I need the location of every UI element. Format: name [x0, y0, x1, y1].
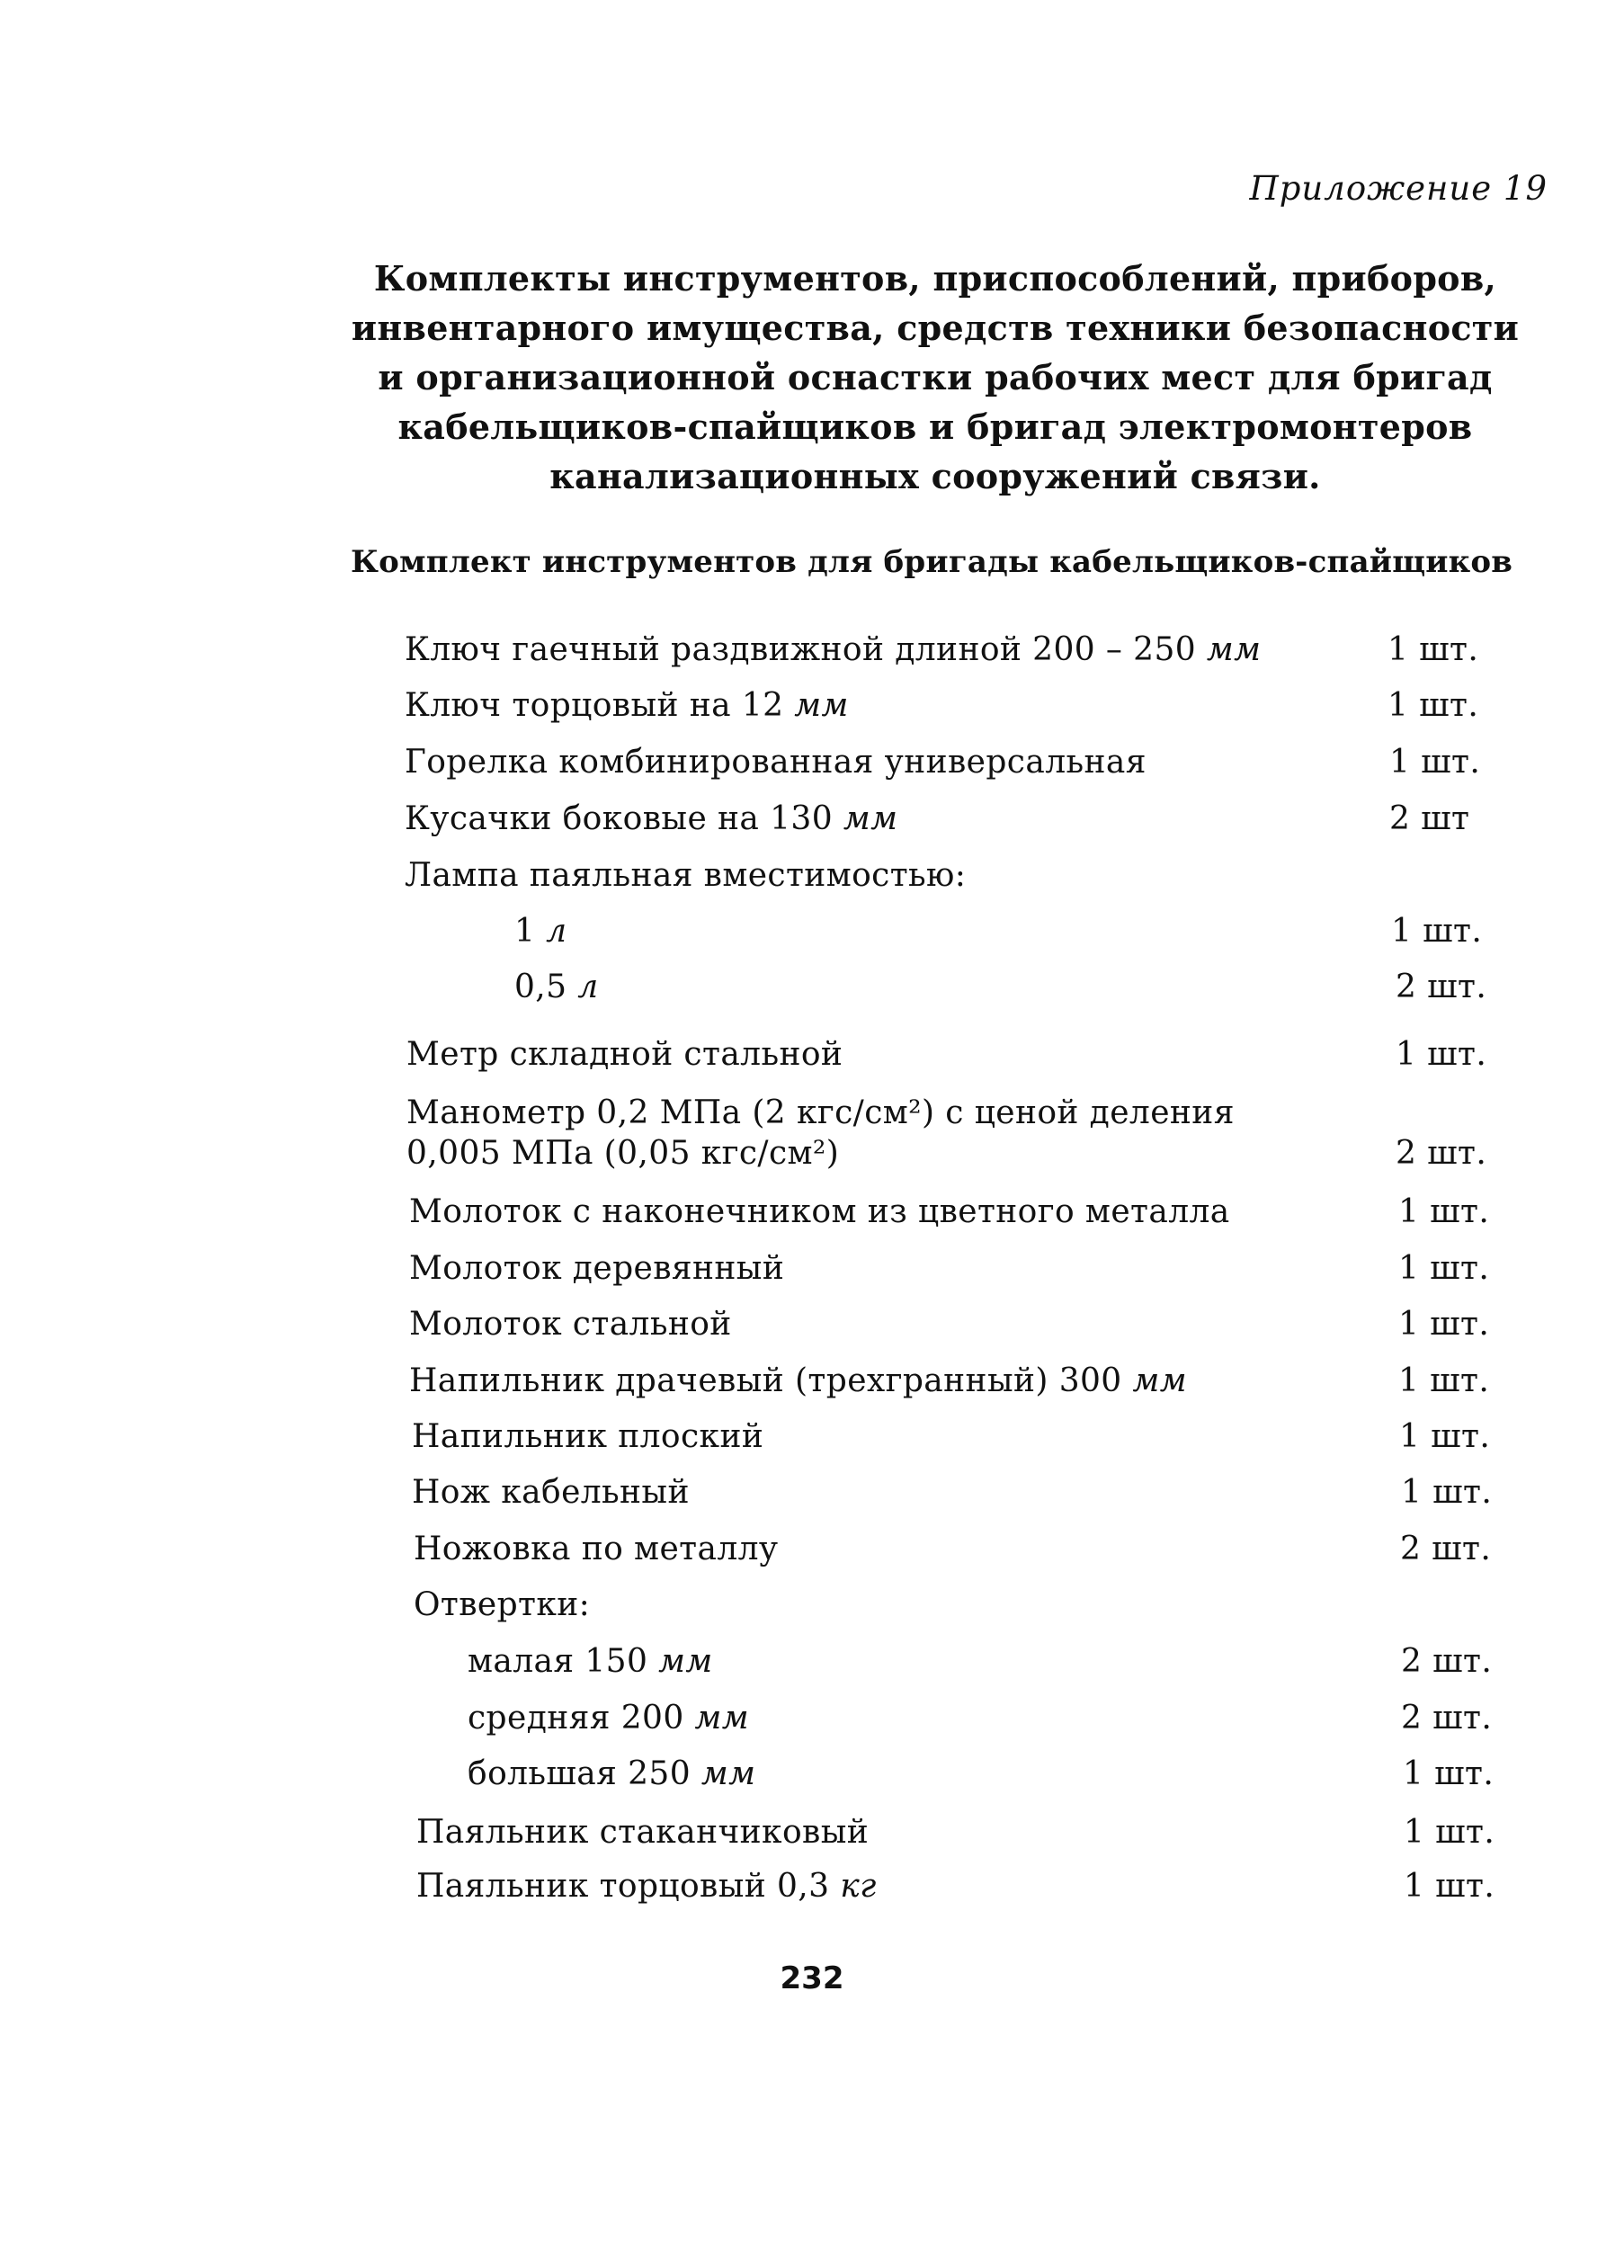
item-name: малая 150	[468, 1643, 648, 1680]
item-name: Нож кабельный	[412, 1474, 690, 1511]
item-unit: мм	[843, 800, 898, 837]
item-quantity: 1 шт.	[1391, 913, 1483, 950]
item-unit: мм	[1132, 1362, 1187, 1399]
item-name: Молоток с наконечником из цветного металла	[409, 1193, 1230, 1230]
item-name: Кусачки боковые на 130	[405, 800, 834, 837]
item-name: большая 250	[468, 1755, 692, 1792]
item-name: Лампа паяльная вместимостью:	[405, 857, 967, 894]
item-quantity: 1 шт.	[1399, 1418, 1491, 1455]
item-quantity: 1 шт.	[1388, 687, 1479, 724]
item-quantity: 1 шт.	[1398, 1193, 1490, 1230]
item-unit: л	[546, 913, 567, 950]
item-name: Метр складной стальной	[406, 1036, 843, 1073]
item-quantity: 1 шт.	[1403, 1755, 1495, 1792]
item-name: 0,005 МПа (0,05 кгс/см²)	[406, 1135, 840, 1172]
item-unit: мм	[794, 687, 849, 724]
item-quantity: 1 шт.	[1398, 1362, 1490, 1399]
item-quantity: 1 шт.	[1398, 1250, 1490, 1287]
item-quantity: 1 шт.	[1404, 1814, 1495, 1851]
item-quantity: 2 шт.	[1401, 1700, 1493, 1737]
item-name: Отвертки:	[414, 1586, 591, 1623]
item-unit: мм	[658, 1643, 713, 1680]
item-unit: мм	[700, 1755, 756, 1792]
document-title: Комплекты инструментов, приспособлений, приборов, инвентарного имущества, средств техники безопасности и организационной оснастки рабочих мест для бригад кабельщиков-спайщиков и бригад электромонтеров канализационных сооружений связи.	[351, 258, 1520, 496]
item-quantity: 1 шт.	[1404, 1868, 1495, 1905]
item-name: Ключ торцовый на 12	[405, 687, 784, 724]
item-quantity: 1 шт.	[1396, 1036, 1487, 1073]
item-quantity: 1 шт.	[1398, 1306, 1490, 1343]
item-name: 1	[514, 913, 536, 950]
item-name: Горелка комбинированная универсальная	[405, 744, 1147, 781]
item-quantity: 1 шт.	[1388, 631, 1479, 668]
item-name: Молоток деревянный	[409, 1250, 785, 1287]
item-quantity: 1 шт.	[1401, 1474, 1493, 1511]
item-name: Напильник драчевый (трехгранный) 300	[409, 1362, 1122, 1399]
item-name: Манометр 0,2 МПа (2 кгс/см²) с ценой деления	[406, 1094, 1235, 1131]
section-subtitle: Комплект инструментов для бригады кабельщиков-спайщиков	[351, 544, 1513, 580]
item-name: Паяльник стаканчиковый	[416, 1814, 870, 1851]
item-unit: мм	[694, 1700, 749, 1737]
item-quantity: 1 шт.	[1389, 744, 1481, 781]
item-quantity: 2 шт.	[1401, 1643, 1493, 1680]
item-unit: кг	[840, 1868, 877, 1905]
item-name: средняя 200	[468, 1700, 684, 1737]
item-name: Напильник плоский	[412, 1418, 764, 1455]
item-unit: мм	[1206, 631, 1262, 668]
item-quantity: 2 шт.	[1396, 969, 1487, 1005]
item-quantity: 2 шт	[1389, 800, 1470, 837]
item-name: Паяльник торцовый 0,3	[416, 1868, 830, 1905]
page-number: 232	[780, 1960, 844, 1996]
item-name: Молоток стальной	[409, 1306, 732, 1343]
item-name: 0,5	[514, 969, 567, 1005]
item-quantity: 2 шт.	[1396, 1135, 1487, 1172]
appendix-label: Приложение 19	[1249, 169, 1548, 208]
item-quantity: 2 шт.	[1400, 1531, 1492, 1567]
item-unit: л	[577, 969, 599, 1005]
item-name: Ключ гаечный раздвижной длиной 200 – 250	[405, 631, 1197, 668]
item-name: Ножовка по металлу	[414, 1531, 779, 1567]
